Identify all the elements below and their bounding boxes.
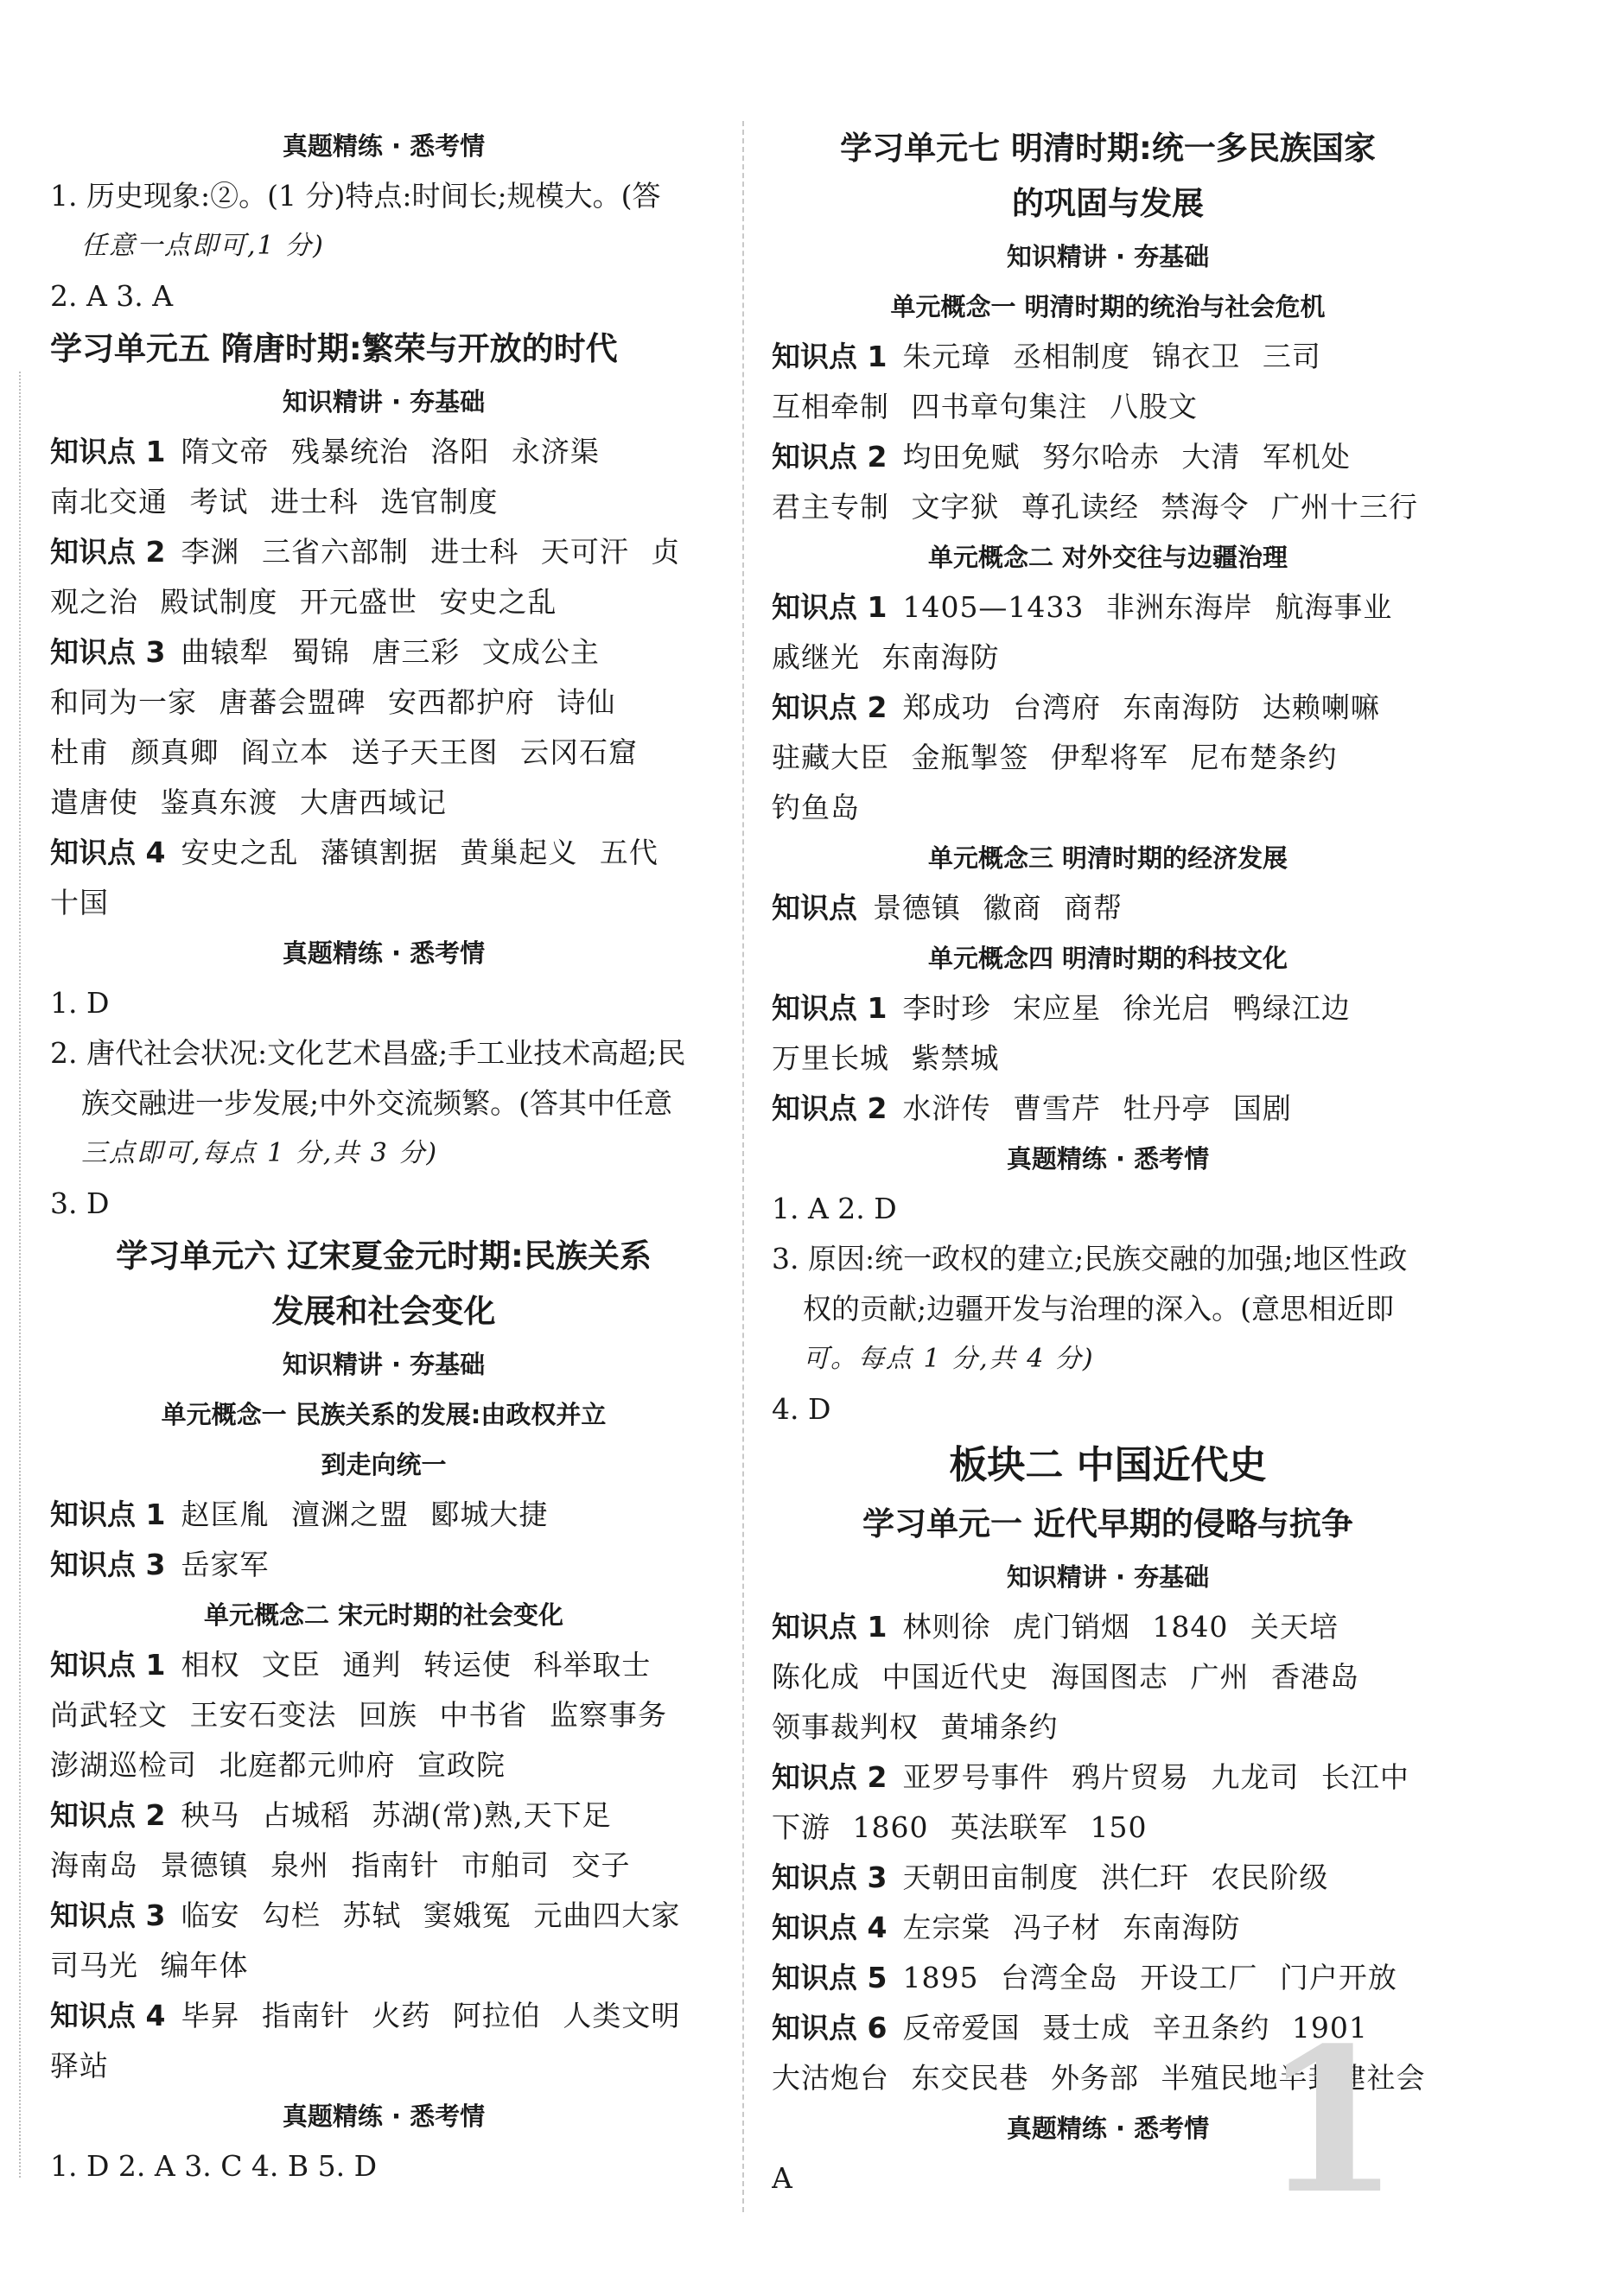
kp-text: 下游 1860 英法联军 150 bbox=[772, 1810, 1148, 1844]
kp-text: 司马光 编年体 bbox=[50, 1949, 249, 1982]
board-title: 板块二 中国近代史 bbox=[949, 1443, 1267, 1487]
unit-title-cont: 的巩固与发展 bbox=[1012, 185, 1204, 222]
answer-line: 1. A 2. D bbox=[772, 1192, 897, 1225]
knowledge-point: 知识点 3 临安 勾栏 苏轼 窦娥冤 元曲四大家 bbox=[50, 1898, 681, 1932]
unit-concept: 单元概念三 明清时期的经济发展 bbox=[927, 843, 1288, 873]
kp-text: 君主专制 文字狱 尊孔读经 禁海令 广州十三行 bbox=[772, 490, 1418, 524]
knowledge-point: 知识点 3 岳家军 bbox=[50, 1548, 270, 1581]
kp-label: 知识点 3 bbox=[50, 1898, 166, 1932]
page-number: 1 bbox=[1262, 2005, 1401, 2238]
section-heading: 真题精练 · 悉考情 bbox=[282, 938, 486, 968]
answer-line: 1. D 2. A 3. C 4. B 5. D bbox=[50, 2149, 378, 2183]
answer-note: 三点即可,每点 1 分,共 3 分) bbox=[81, 1138, 439, 1168]
kp-text: 南北交通 考试 进士科 选官制度 bbox=[50, 485, 499, 518]
kp-text: 万里长城 紫禁城 bbox=[772, 1041, 1000, 1075]
kp-label: 知识点 2 bbox=[50, 535, 166, 569]
answer-note: 任意一点即可,1 分) bbox=[81, 231, 325, 261]
kp-text: 驿站 bbox=[50, 2049, 109, 2083]
kp-text: 驻藏大臣 金瓶掣签 伊犁将军 尼布楚条约 bbox=[772, 741, 1338, 774]
answer-line: 3. 原因:统一政权的建立;民族交融的加强;地区性政 bbox=[772, 1242, 1408, 1275]
knowledge-point: 知识点 2 郑成功 台湾府 东南海防 达赖喇嘛 bbox=[772, 690, 1380, 724]
kp-text: 十国 bbox=[50, 886, 109, 919]
answer-line: 权的贡献;边疆开发与治理的深入。(意思相近即 bbox=[803, 1292, 1394, 1326]
answer-line: 1. 历史现象:②。(1 分)特点:时间长;规模大。(答 bbox=[50, 179, 661, 213]
unit-concept: 单元概念一 民族关系的发展:由政权并立 bbox=[161, 1400, 607, 1429]
answer-line: 4. D bbox=[772, 1392, 831, 1426]
knowledge-point: 知识点 1 李时珍 宋应星 徐光启 鸭绿江边 bbox=[772, 991, 1351, 1025]
knowledge-point: 知识点 3 天朝田亩制度 洪仁玕 农民阶级 bbox=[772, 1860, 1329, 1894]
kp-label: 知识点 2 bbox=[772, 1091, 888, 1125]
answer-line: 1. D bbox=[50, 986, 110, 1020]
kp-text: 观之治 殿试制度 开元盛世 安史之乱 bbox=[50, 585, 557, 619]
knowledge-point: 知识点 4 安史之乱 藩镇割据 黄巢起义 五代 bbox=[50, 836, 659, 869]
knowledge-point: 知识点 3 曲辕犁 蜀锦 唐三彩 文成公主 bbox=[50, 635, 600, 669]
unit-title: 学习单元六 辽宋夏金元时期:民族关系 bbox=[116, 1237, 652, 1275]
knowledge-point: 知识点 1 相权 文臣 通判 转运使 科举取士 bbox=[50, 1648, 652, 1682]
kp-label: 知识点 4 bbox=[772, 1911, 888, 1944]
kp-label: 知识点 2 bbox=[772, 440, 888, 474]
kp-text: 海南岛 景德镇 泉州 指南针 市舶司 交子 bbox=[50, 1848, 631, 1882]
right-column bbox=[772, 121, 1444, 2204]
column-divider bbox=[742, 121, 744, 2212]
kp-label: 知识点 1 bbox=[772, 1610, 888, 1644]
kp-label: 知识点 1 bbox=[50, 1648, 166, 1682]
unit-concept-cont: 到走向统一 bbox=[321, 1450, 447, 1479]
answer-line: 2. A 3. A bbox=[50, 279, 174, 313]
kp-text: 遣唐使 鉴真东渡 大唐西域记 bbox=[50, 785, 447, 819]
kp-text: 杜甫 颜真卿 阎立本 送子天王图 云冈石窟 bbox=[50, 735, 638, 769]
answer-note: 可。每点 1 分,共 4 分) bbox=[803, 1344, 1095, 1374]
knowledge-point: 知识点 1 林则徐 虎门销烟 1840 关天培 bbox=[772, 1610, 1339, 1644]
unit-title: 学习单元七 明清时期:统一多民族国家 bbox=[840, 130, 1376, 167]
unit-concept: 单元概念二 对外交往与边疆治理 bbox=[927, 543, 1288, 572]
answer-line: 2. 唐代社会状况:文化艺术昌盛;手工业技术高超;民 bbox=[50, 1036, 686, 1070]
unit-concept: 单元概念二 宋元时期的社会变化 bbox=[203, 1600, 564, 1630]
answer-line: A bbox=[772, 2161, 792, 2195]
kp-label: 知识点 5 bbox=[772, 1961, 888, 1994]
knowledge-point: 知识点 2 秧马 占城稻 苏湖(常)熟,天下足 bbox=[50, 1798, 612, 1832]
left-margin-dots bbox=[19, 372, 21, 2178]
knowledge-point: 知识点 1 1405—1433 非洲东海岸 航海事业 bbox=[772, 590, 1393, 624]
knowledge-point: 知识点 5 1895 台湾全岛 开设工厂 门户开放 bbox=[772, 1961, 1397, 1994]
kp-label: 知识点 2 bbox=[772, 690, 888, 724]
unit-title-cont: 发展和社会变化 bbox=[271, 1293, 496, 1330]
section-heading: 真题精练 · 悉考情 bbox=[1006, 2114, 1210, 2143]
section-heading: 知识精讲 · 夯基础 bbox=[1006, 1562, 1210, 1592]
kp-label: 知识点 3 bbox=[50, 1548, 166, 1581]
knowledge-point: 知识点 2 李渊 三省六部制 进士科 天可汗 贞 bbox=[50, 535, 681, 569]
knowledge-point: 知识点 景德镇 徽商 商帮 bbox=[772, 891, 1123, 925]
unit-concept: 单元概念一 明清时期的统治与社会危机 bbox=[890, 292, 1326, 321]
knowledge-point: 知识点 2 亚罗号事件 鸦片贸易 九龙司 长江中 bbox=[772, 1760, 1409, 1794]
knowledge-point: 知识点 2 均田免赋 努尔哈赤 大清 军机处 bbox=[772, 440, 1351, 474]
kp-label: 知识点 1 bbox=[50, 435, 166, 468]
kp-label: 知识点 1 bbox=[772, 340, 888, 373]
kp-label: 知识点 6 bbox=[772, 2011, 888, 2045]
kp-text: 钓鱼岛 bbox=[772, 791, 860, 824]
section-heading: 知识精讲 · 夯基础 bbox=[282, 387, 486, 417]
left-column bbox=[50, 121, 717, 2191]
knowledge-point: 知识点 6 反帝爱国 聂士成 辛丑条约 1901 bbox=[772, 2011, 1368, 2045]
kp-text: 大沽炮台 东交民巷 外务部 半殖民地半封建社会 bbox=[772, 2061, 1426, 2095]
section-heading: 知识精讲 · 夯基础 bbox=[282, 1350, 486, 1379]
kp-text: 戚继光 东南海防 bbox=[772, 640, 1000, 674]
unit-concept: 单元概念四 明清时期的科技文化 bbox=[927, 944, 1288, 973]
kp-label: 知识点 3 bbox=[50, 635, 166, 669]
kp-text: 互相牵制 四书章句集注 八股文 bbox=[772, 390, 1198, 423]
kp-label: 知识点 1 bbox=[772, 991, 888, 1025]
answer-line: 族交融进一步发展;中外交流频繁。(答其中任意 bbox=[81, 1086, 672, 1120]
kp-text: 陈化成 中国近代史 海国图志 广州 香港岛 bbox=[772, 1660, 1359, 1694]
answer-line: 3. D bbox=[50, 1186, 110, 1220]
kp-text: 澎湖巡检司 北庭都元帅府 宣政院 bbox=[50, 1748, 506, 1782]
unit-title: 学习单元五 隋唐时期:繁荣与开放的时代 bbox=[50, 330, 618, 367]
kp-text: 尚武轻文 王安石变法 回族 中书省 监察事务 bbox=[50, 1698, 667, 1732]
kp-label: 知识点 1 bbox=[50, 1498, 166, 1531]
section-heading: 真题精练 · 悉考情 bbox=[282, 131, 486, 161]
kp-label: 知识点 3 bbox=[772, 1860, 888, 1894]
kp-label: 知识点 2 bbox=[772, 1760, 888, 1794]
kp-label: 知识点 4 bbox=[50, 836, 166, 869]
section-heading: 真题精练 · 悉考情 bbox=[1006, 1144, 1210, 1173]
knowledge-point: 知识点 4 毕昇 指南针 火药 阿拉伯 人类文明 bbox=[50, 1999, 681, 2032]
knowledge-point: 知识点 2 水浒传 曹雪芹 牡丹亭 国剧 bbox=[772, 1091, 1292, 1125]
knowledge-point: 知识点 1 朱元璋 丞相制度 锦衣卫 三司 bbox=[772, 340, 1321, 373]
knowledge-point: 知识点 1 赵匡胤 澶渊之盟 郾城大捷 bbox=[50, 1498, 549, 1531]
kp-text: 和同为一家 唐蕃会盟碑 安西都护府 诗仙 bbox=[50, 685, 616, 719]
section-heading: 知识精讲 · 夯基础 bbox=[1006, 242, 1210, 271]
knowledge-point: 知识点 4 左宗棠 冯子材 东南海防 bbox=[772, 1911, 1241, 1944]
kp-text: 领事裁判权 黄埔条约 bbox=[772, 1710, 1059, 1744]
kp-label: 知识点 4 bbox=[50, 1999, 166, 2032]
section-heading: 真题精练 · 悉考情 bbox=[282, 2102, 486, 2131]
kp-label: 知识点 2 bbox=[50, 1798, 166, 1832]
unit-title: 学习单元一 近代早期的侵略与抗争 bbox=[862, 1505, 1353, 1542]
knowledge-point: 知识点 1 隋文帝 残暴统治 洛阳 永济渠 bbox=[50, 435, 600, 468]
kp-label: 知识点 1 bbox=[772, 590, 888, 624]
kp-label: 知识点 bbox=[772, 891, 857, 925]
